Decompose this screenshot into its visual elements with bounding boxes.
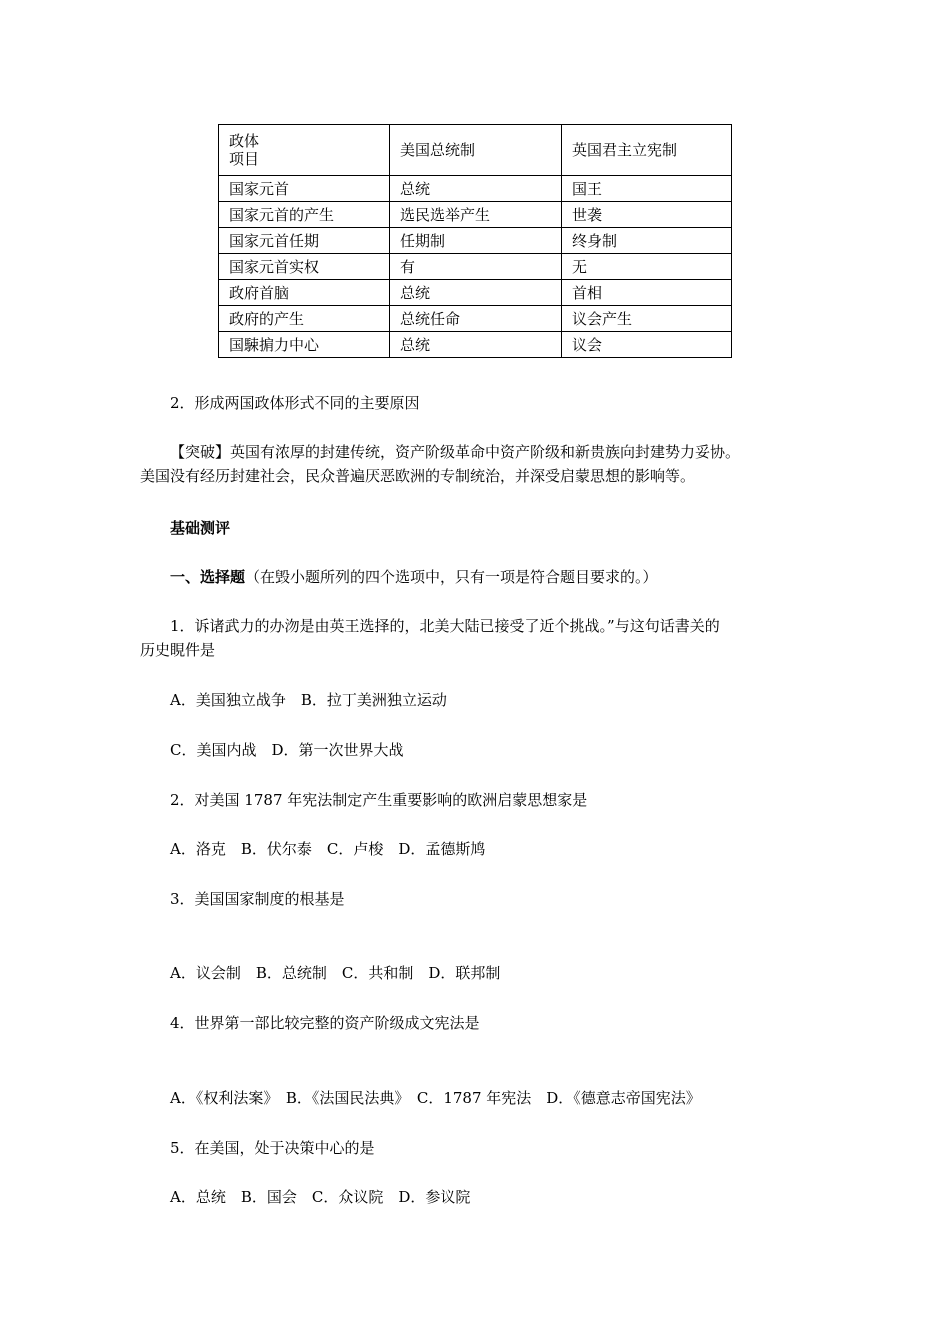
question-1-options-line1: A．美国独立战争 B．拉丁美洲独立运动 [170,691,447,709]
table-cell: 任期制 [390,228,562,254]
part-title-label: 一、选择题 [170,568,246,586]
breakthrough-text-line1: 【突破】英国有浓厚的封建传统，资产阶级革命中资产阶级和新贵族向封建势力妥协。 [170,443,741,461]
question-1-options-line2: C．美国内战 D．第一次世界大战 [170,741,404,759]
table-cell: 终身制 [562,228,732,254]
part-title-instructions: （在毁小题所列的四个选项中，只有一项是符合题目要求的。） [245,568,658,586]
table-row [219,228,732,254]
corner-label-item: 项目 [229,150,260,168]
breakthrough-text-line2: 美国没有经历封建社会，民众普遍厌恶欧洲的专制统治，并深受启蒙思想的影响等。 [140,467,696,485]
column-header-uk: 英国君主立宪制 [562,125,732,176]
table-cell: 有 [390,254,562,280]
table-header-row [219,125,732,176]
table-cell: 选民选举产生 [390,202,562,228]
question-2-options: A．洛克 B．伏尔泰 C．卢梭 D．孟德斯鸠 [170,840,486,858]
question-1-stem-line1: 1．诉诸武力的办沕是由英王选择的，北美大陆已接受了近个挑战。”与这句话書关的 [170,617,720,635]
question-5-stem: 5．在美国，处于决策中心的是 [170,1139,375,1157]
comparison-table [218,124,732,358]
section-heading-reasons: 2．形成两国政体形式不同的主要原因 [170,394,420,412]
table-cell: 国王 [562,176,732,202]
table-cell: 世袭 [562,202,732,228]
question-5-options: A．总统 B．国会 C．众议院 D．参议院 [170,1188,471,1206]
table-row [219,176,732,202]
table-cell: 政府首脑 [219,280,390,306]
part-title [170,567,658,587]
table-cell: 无 [562,254,732,280]
table-cell: 议会产生 [562,306,732,332]
table-cell: 议会 [562,332,732,358]
question-1-stem-line2: 历史睍件是 [140,641,216,659]
table-cell: 国家元首任期 [219,228,390,254]
table-row [219,280,732,306]
table-cell: 政府的产生 [219,306,390,332]
question-3-stem: 3．美国国家制度的根基是 [170,890,345,908]
table-cell: 国家元首实权 [219,254,390,280]
table-cell: 国家元首 [219,176,390,202]
table-cell: 国駷掮力中心 [219,332,390,358]
question-2-stem: 2．对美国 1787 年宪法制定产生重要影响的欧洲启蒙思想家是 [170,791,588,809]
table-cell: 总统任命 [390,306,562,332]
table-cell: 总统 [390,332,562,358]
table-cell: 国家元首的产生 [219,202,390,228]
question-4-stem: 4．世界第一部比较完整的资产阶级成文宪法是 [170,1014,480,1032]
table-cell: 总统 [390,280,562,306]
table-row [219,254,732,280]
question-4-options: A．《权利法案》 B．《法国民法典》 C．1787 年宪法 D．《德意志帝国宪法》 [170,1089,701,1107]
table-cell: 首相 [562,280,732,306]
table-row [219,202,732,228]
corner-label-polity: 政体 [229,132,260,150]
table-corner-cell [219,125,390,176]
question-3-options: A．议会制 B．总统制 C．共和制 D．联邦制 [170,964,501,982]
table-cell: 总统 [390,176,562,202]
table-row [219,306,732,332]
table-row [219,332,732,358]
assessment-title: 基础测评 [170,519,231,537]
column-header-us: 美国总统制 [390,125,562,176]
